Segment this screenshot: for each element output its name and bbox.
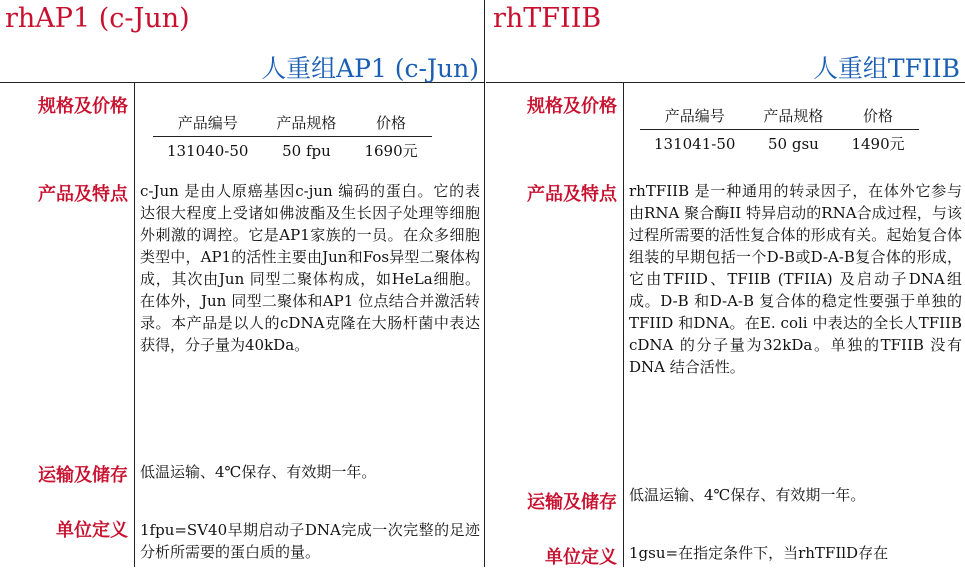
left-table-cell-spec: 50 fpu bbox=[282, 141, 331, 160]
right-title-en: rhTFIIB bbox=[493, 3, 602, 34]
table-row bbox=[153, 137, 432, 162]
left-table-header-code: 产品编号 bbox=[153, 112, 262, 137]
right-unit-text: 1gsu=在指定条件下，当rhTFIlD存在 bbox=[629, 544, 889, 562]
left-title-cn: 人重组AP1 (c-Jun) bbox=[261, 54, 479, 83]
left-spec-table-wrap bbox=[153, 112, 432, 161]
right-table-header-spec: 产品规格 bbox=[749, 105, 837, 130]
left-table-header-spec: 产品规格 bbox=[262, 112, 350, 137]
center-divider bbox=[484, 0, 485, 567]
right-table-header-price: 价格 bbox=[837, 105, 918, 130]
right-title-cn: 人重组TFIIB bbox=[812, 54, 960, 83]
right-label-divider bbox=[623, 82, 624, 567]
right-table-cell-code: 131041-50 bbox=[654, 134, 736, 153]
left-title-en: rhAP1 (c-Jun) bbox=[5, 3, 190, 34]
right-spec-table bbox=[640, 105, 919, 154]
left-spec-table bbox=[153, 112, 432, 161]
right-storage-text: 低温运输、4℃保存、有效期一年。 bbox=[629, 486, 866, 504]
left-unit-text: 1fpu=SV40早期启动子DNA完成一次完整的足迹分析所需要的蛋白质的量。 bbox=[140, 521, 480, 561]
left-storage-text: 低温运输、4℃保存、有效期一年。 bbox=[140, 463, 377, 481]
table-row bbox=[640, 130, 919, 155]
right-unit-label: 单位定义 bbox=[545, 547, 617, 568]
left-storage-label: 运输及储存 bbox=[38, 465, 128, 486]
right-features-text: rhTFIIB 是一种通用的转录因子，在体外它参与由RNA 聚合酶II 特异启动的RNA合成过程，与该过程所需要的活性复合体的形成有关。起始复合体组装的早期包括一个D-B或D-A-B复合体的形成，它由TFIID、TFIIB (TFIIA) 及启动子DNA组成。D-B 和D-A-B 复合体的稳定性要强于单独的TFIID 和DNA。在E. coli 中表达的全长人TFIIB cDNA 的分子量为32kDa。单独的TFIIB 没有DNA 结合活性。 bbox=[629, 182, 962, 376]
right-table-header-code: 产品编号 bbox=[640, 105, 749, 130]
right-storage-label: 运输及储存 bbox=[527, 492, 617, 513]
left-spec-label: 规格及价格 bbox=[38, 96, 128, 117]
left-table-header-price: 价格 bbox=[350, 112, 431, 137]
right-spec-table-wrap bbox=[640, 105, 919, 154]
right-table-cell-spec: 50 gsu bbox=[768, 134, 819, 153]
left-table-cell-code: 131040-50 bbox=[167, 141, 249, 160]
left-features-label: 产品及特点 bbox=[38, 184, 128, 205]
left-table-cell-price: 1690元 bbox=[364, 142, 418, 160]
left-label-divider bbox=[134, 82, 135, 567]
left-unit-label: 单位定义 bbox=[56, 520, 128, 541]
right-table-cell-price: 1490元 bbox=[851, 135, 905, 153]
right-spec-label: 规格及价格 bbox=[527, 96, 617, 117]
right-features-label: 产品及特点 bbox=[527, 184, 617, 205]
left-features-text: c-Jun 是由人原癌基因c-jun 编码的蛋白。它的表达很大程度上受诸如佛波酯及生长因子处理等细胞外刺激的调控。它是AP1家族的一员。在众多细胞类型中，AP1的活性主要由Jun和Fos异型二聚体构成，其次由Jun 同型二聚体构成，如HeLa细胞。在体外，Jun 同型二聚体和AP1 位点结合并激活转录。本产品是以人的cDNA克隆在大肠杆菌中表达获得，分子量为40kDa。 bbox=[140, 182, 480, 354]
